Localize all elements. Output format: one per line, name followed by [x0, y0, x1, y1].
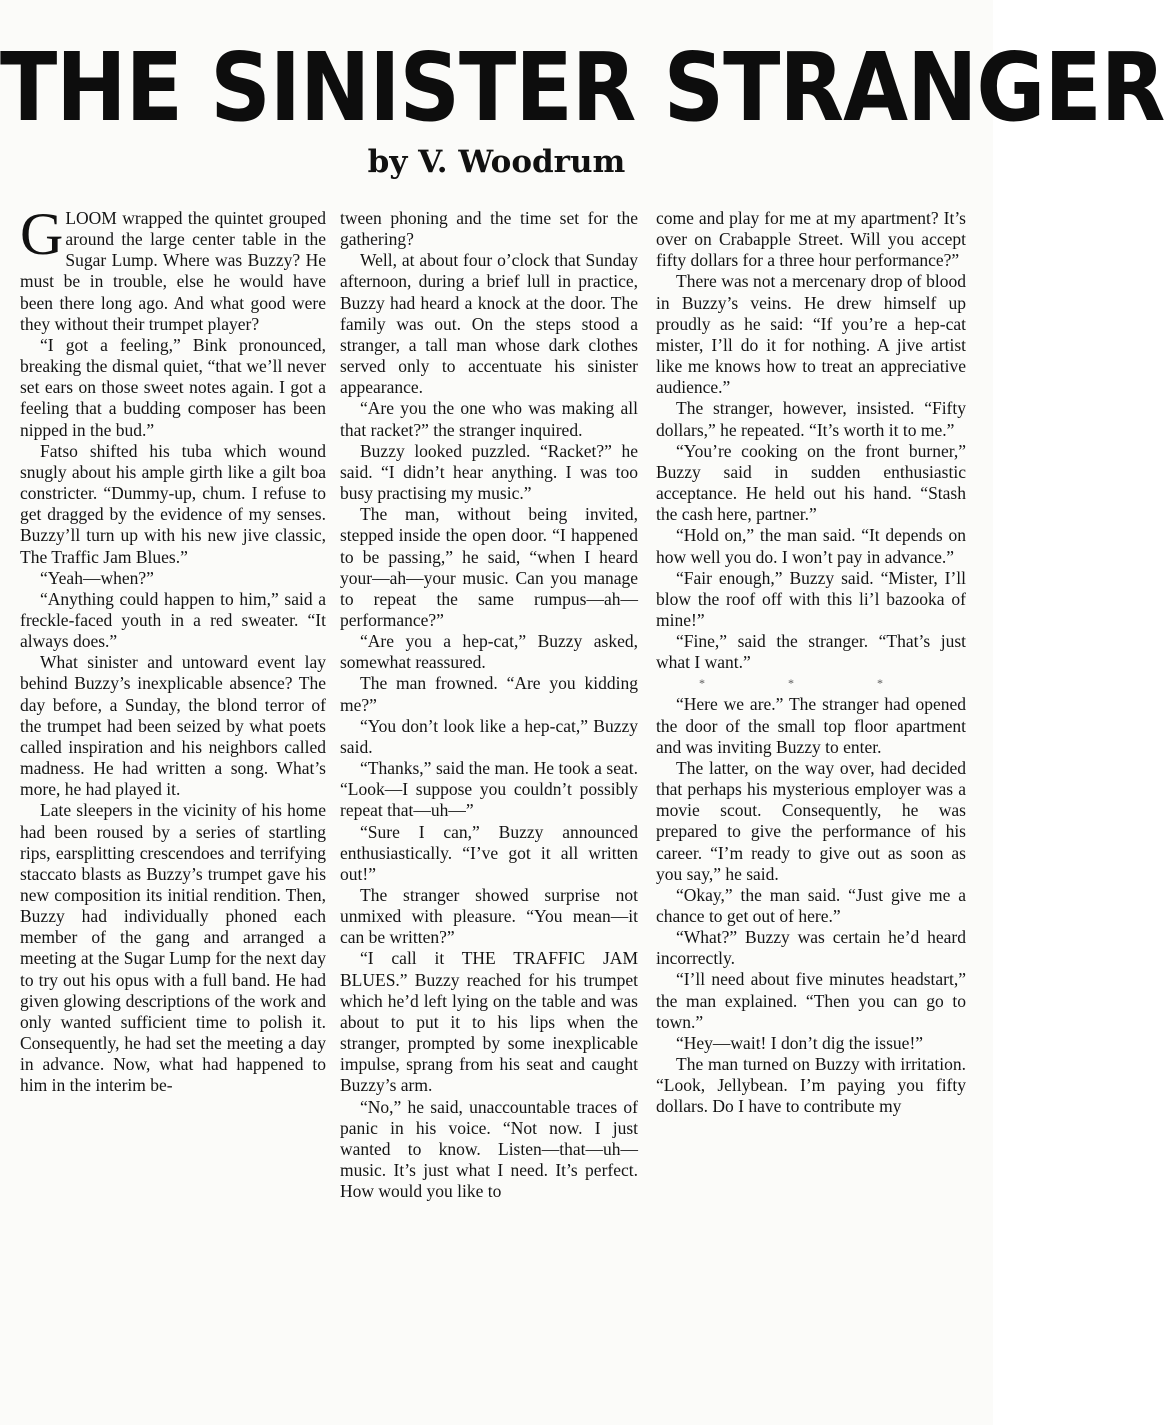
- opening-text: wrapped the quintet grouped around the large center table in the Sugar Lump. Where was Buzzy? He must be in trouble, else he would have been there long ago. And what good were they without their trumpet player?: [20, 208, 326, 334]
- paragraph: “Hold on,” the man said. “It depends on how well you do. I won’t pay in advance.”: [656, 525, 966, 567]
- paragraph: “Okay,” the man said. “Just give me a chance to get out of here.”: [656, 884, 966, 926]
- paragraph: Well, at about four o’clock that Sunday afternoon, during a brief lull in practice, Buzzy had heard a knock at the door. The family was out. On the steps stood a stranger, a tall man whose dark clothes served only to accentuate his sinister appearance.: [340, 250, 638, 398]
- paragraph: “Fair enough,” Buzzy said. “Mister, I’ll blow the roof off with this li’l bazooka of mine!”: [656, 567, 966, 630]
- paragraph: “Anything could happen to him,” said a freckle-faced youth in a red sweater. “It always does.”: [20, 588, 326, 652]
- story-title: THE SINISTER STRANGER: [0, 32, 1164, 143]
- text-column-2: [340, 208, 638, 1418]
- byline: by V. Woodrum: [367, 144, 626, 180]
- paragraph: “Are you the one who was making all that racket?” the stranger inquired.: [340, 398, 638, 440]
- paragraph: “Fine,” said the stranger. “That’s just what I want.”: [656, 631, 966, 673]
- paragraph: What sinister and untoward event lay behind Buzzy’s inexplicable absence? The day before, a Sunday, the blond terror of the trumpet had been seized by what poets called inspiration and his neighbors called madness. He had written a song. What’s more, he had played it.: [20, 652, 326, 800]
- opening-paragraph: [20, 201, 326, 335]
- paragraph: “I call it THE TRAFFIC JAM BLUES.” Buzzy reached for his trumpet which he’d left lying on the table and was about to put it to his lips when the stranger, prompted by some inexplicable impulse, sprang from his seat and caught Buzzy’s arm.: [340, 948, 638, 1096]
- paragraph: There was not a mercenary drop of blood in Buzzy’s veins. He drew himself up proudly as he said: “If you’re a hep-cat mister, I’ll do it for nothing. A jive artist like me knows how to treat an appreciative audience.”: [656, 271, 966, 398]
- paragraph: The man turned on Buzzy with irritation. “Look, Jellybean. I’m paying you fifty dollars. Do I have to contribute my: [656, 1054, 966, 1117]
- paragraph: The man, without being invited, stepped inside the open door. “I happened to be passing,” he said, “when I heard your—ah—your music. Can you manage to repeat the same rumpus—ah—performance?”: [340, 504, 638, 630]
- paragraph: The stranger showed surprise not unmixed with pleasure. “You mean—it can be written?”: [340, 885, 638, 948]
- paragraph: “I got a feeling,” Bink pronounced, breaking the dismal quiet, “that we’ll never set ears on those sweet notes again. I got a feeling that a budding composer has been nipped in the bud.”: [20, 334, 326, 440]
- paragraph: “Hey—wait! I don’t dig the issue!”: [676, 1032, 924, 1053]
- paragraph: “You don’t look like a hep-cat,” Buzzy said.: [340, 715, 638, 757]
- paragraph: The latter, on the way over, had decided that perhaps his mysterious employer was a movie scout. Consequently, he was prepared to give the performance of his career. “I’m ready to give out as soon as you say,” he said.: [656, 757, 966, 884]
- drop-cap: G: [20, 201, 64, 267]
- paragraph: “I’ll need about five minutes headstart,” the man explained. “Then you can go to town.”: [656, 969, 966, 1032]
- text-column-1: [20, 201, 326, 1418]
- paragraph: Buzzy looked puzzled. “Racket?” he said. “I didn’t hear anything. I was too busy practising my music.”: [340, 440, 638, 504]
- paragraph: “Yeah—when?”: [40, 567, 154, 588]
- paragraph: “Thanks,” said the man. He took a seat. “Look—I suppose you couldn’t possibly repeat that—uh—”: [340, 758, 638, 821]
- paragraph: “What?” Buzzy was certain he’d heard incorrectly.: [656, 927, 966, 969]
- paragraph: “No,” he said, unaccountable traces of panic in his voice. “Not now. I just wanted to know. Listen—that—uh—music. It’s just what I need. It’s perfect. How would you like to: [340, 1096, 638, 1202]
- paragraph: Fatso shifted his tuba which wound snugly about his ample girth like a gilt boa constricter. “Dummy-up, chum. I refuse to get dragged by the evidence of my senses. Buzzy’ll turn up with his new jive classic, The Traffic Jam Blues.”: [20, 440, 326, 567]
- text-column-3: [656, 208, 966, 1418]
- paragraph-continued: tween phoning and the time set for the gathering?: [340, 208, 638, 250]
- paragraph-continued: come and play for me at my apartment? It’s over on Crabapple Street. Will you accept fifty dollars for a three hour performance?”: [656, 208, 966, 271]
- opening-word-rest: LOOM: [65, 208, 117, 228]
- paragraph: “Here we are.” The stranger had opened the door of the small top floor apartment and was inviting Buzzy to enter.: [656, 694, 966, 757]
- paragraph: “You’re cooking on the front burner,” Buzzy said in sudden enthusiastic acceptance. He held out his hand. “Stash the cash here, partner.”: [656, 440, 966, 525]
- paragraph: The stranger, however, insisted. “Fifty dollars,” he repeated. “It’s worth it to me.”: [656, 398, 966, 440]
- paragraph: “Sure I can,” Buzzy announced enthusiastically. “I’ve got it all written out!”: [340, 821, 638, 884]
- paragraph: The man frowned. “Are you kidding me?”: [340, 673, 638, 715]
- paragraph: “Are you a hep-cat,” Buzzy asked, somewhat reassured.: [340, 631, 638, 673]
- paragraph: Late sleepers in the vicinity of his home had been roused by a series of startling rips, earsplitting crescendoes and terrifying staccato blasts as Buzzy’s trumpet gave his new composition its initial rendition. Then, Buzzy had individually phoned each member of the gang and arranged a meeting at the Sugar Lump for the next day to try out his opus with a full band. He had given glowing descriptions of the work and only wanted sufficient time to polish it. Consequently, he had set the meeting a day in advance. Now, what had happened to him in the interim be-: [20, 800, 326, 1096]
- section-break-asterisks: * * *: [699, 676, 923, 691]
